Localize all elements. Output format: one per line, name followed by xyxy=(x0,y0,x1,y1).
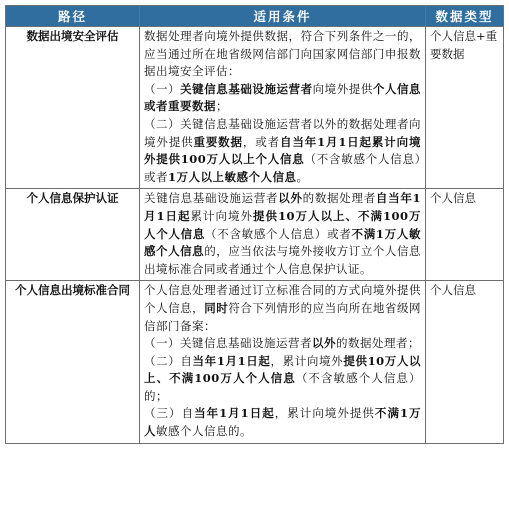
condition-paragraph: （二）自当年1月1日起，累计向境外提供10万人以上、不满100万人个人信息（不含敏感个人信息）的； xyxy=(144,353,421,403)
emphasis-text: 当年1月1日起 xyxy=(194,406,275,421)
emphasis-text: 提供10万人以上、不满100万人个人信息 xyxy=(144,208,421,241)
condition-paragraph: （一）关键信息基础设施运营者向境外提供个人信息或者重要数据； xyxy=(144,81,422,114)
emphasis-text: 当年1月1日起 xyxy=(192,353,271,368)
emphasis-text: 不满1万人敏感个人信息 xyxy=(144,226,422,259)
header-path: 路径 xyxy=(6,6,140,27)
emphasis-text: 自当年1月1日起累计向境外提供100万人以上个人信息 xyxy=(144,134,421,167)
data-type-cell: 个人信息 xyxy=(426,189,504,281)
emphasis-text: 以外 xyxy=(278,191,303,206)
header-data-type: 数据类型 xyxy=(426,6,504,27)
condition-paragraph: 关键信息基础设施运营者以外的数据处理者自当年1月1日起累计向境外提供10万人以上、不满100万人个人信息（不含敏感个人信息）或者不满1万人敏感个人信息的，应当依法与境外接收方订立个人信息出境标准合同或者通过个人信息保护认证。 xyxy=(144,191,422,276)
emphasis-text: 以外 xyxy=(312,336,336,351)
conditions-cell xyxy=(140,27,426,189)
condition-paragraph: （二）关键信息基础设施运营者以外的数据处理者向境外提供重要数据，或者自当年1月1日起累计向境外提供100万人以上个人信息（不含敏感个人信息）或者1万人以上敏感个人信息。 xyxy=(144,116,421,184)
emphasis-text: 个人信息或者重要数据 xyxy=(144,81,422,114)
data-type-cell: 个人信息+重要数据 xyxy=(426,27,504,189)
emphasis-text: 提供10万人以上、不满100万人个人信息 xyxy=(144,353,421,386)
table-row xyxy=(6,189,504,281)
emphasis-text: 同时 xyxy=(204,300,229,315)
table-row xyxy=(6,281,504,443)
condition-paragraph: （三）自当年1月1日起，累计向境外提供不满1万人敏感个人信息的。 xyxy=(144,406,421,439)
path-cell: 个人信息出境标准合同 xyxy=(6,281,140,443)
emphasis-text: 重要数据 xyxy=(193,134,243,149)
emphasis-text: 1万人以上敏感个人信息 xyxy=(168,169,297,184)
condition-paragraph: （一）关键信息基础设施运营者以外的数据处理者； xyxy=(144,336,420,351)
emphasis-text: 关键信息基础设施运营者 xyxy=(180,81,313,96)
header-conditions: 适用条件 xyxy=(140,6,426,27)
conditions-cell xyxy=(140,281,426,443)
condition-paragraph: 数据处理者向境外提供数据，符合下列条件之一的，应当通过所在地省级网信部门向国家网信部门申报数据出境安全评估： xyxy=(144,29,421,79)
path-cell: 数据出境安全评估 xyxy=(6,27,140,189)
condition-paragraph: 个人信息处理者通过订立标准合同的方式向境外提供个人信息，同时符合下列情形的应当向所在地省级网信部门备案： xyxy=(144,283,422,333)
conditions-cell xyxy=(140,189,426,281)
data-type-cell: 个人信息 xyxy=(426,281,504,443)
emphasis-text: 自当年1月1日起 xyxy=(144,191,422,223)
data-export-paths-table xyxy=(5,5,504,444)
table-header-row xyxy=(6,6,504,27)
emphasis-text: 不满1万人 xyxy=(144,406,421,439)
table-row xyxy=(6,27,504,189)
path-cell: 个人信息保护认证 xyxy=(6,189,140,281)
